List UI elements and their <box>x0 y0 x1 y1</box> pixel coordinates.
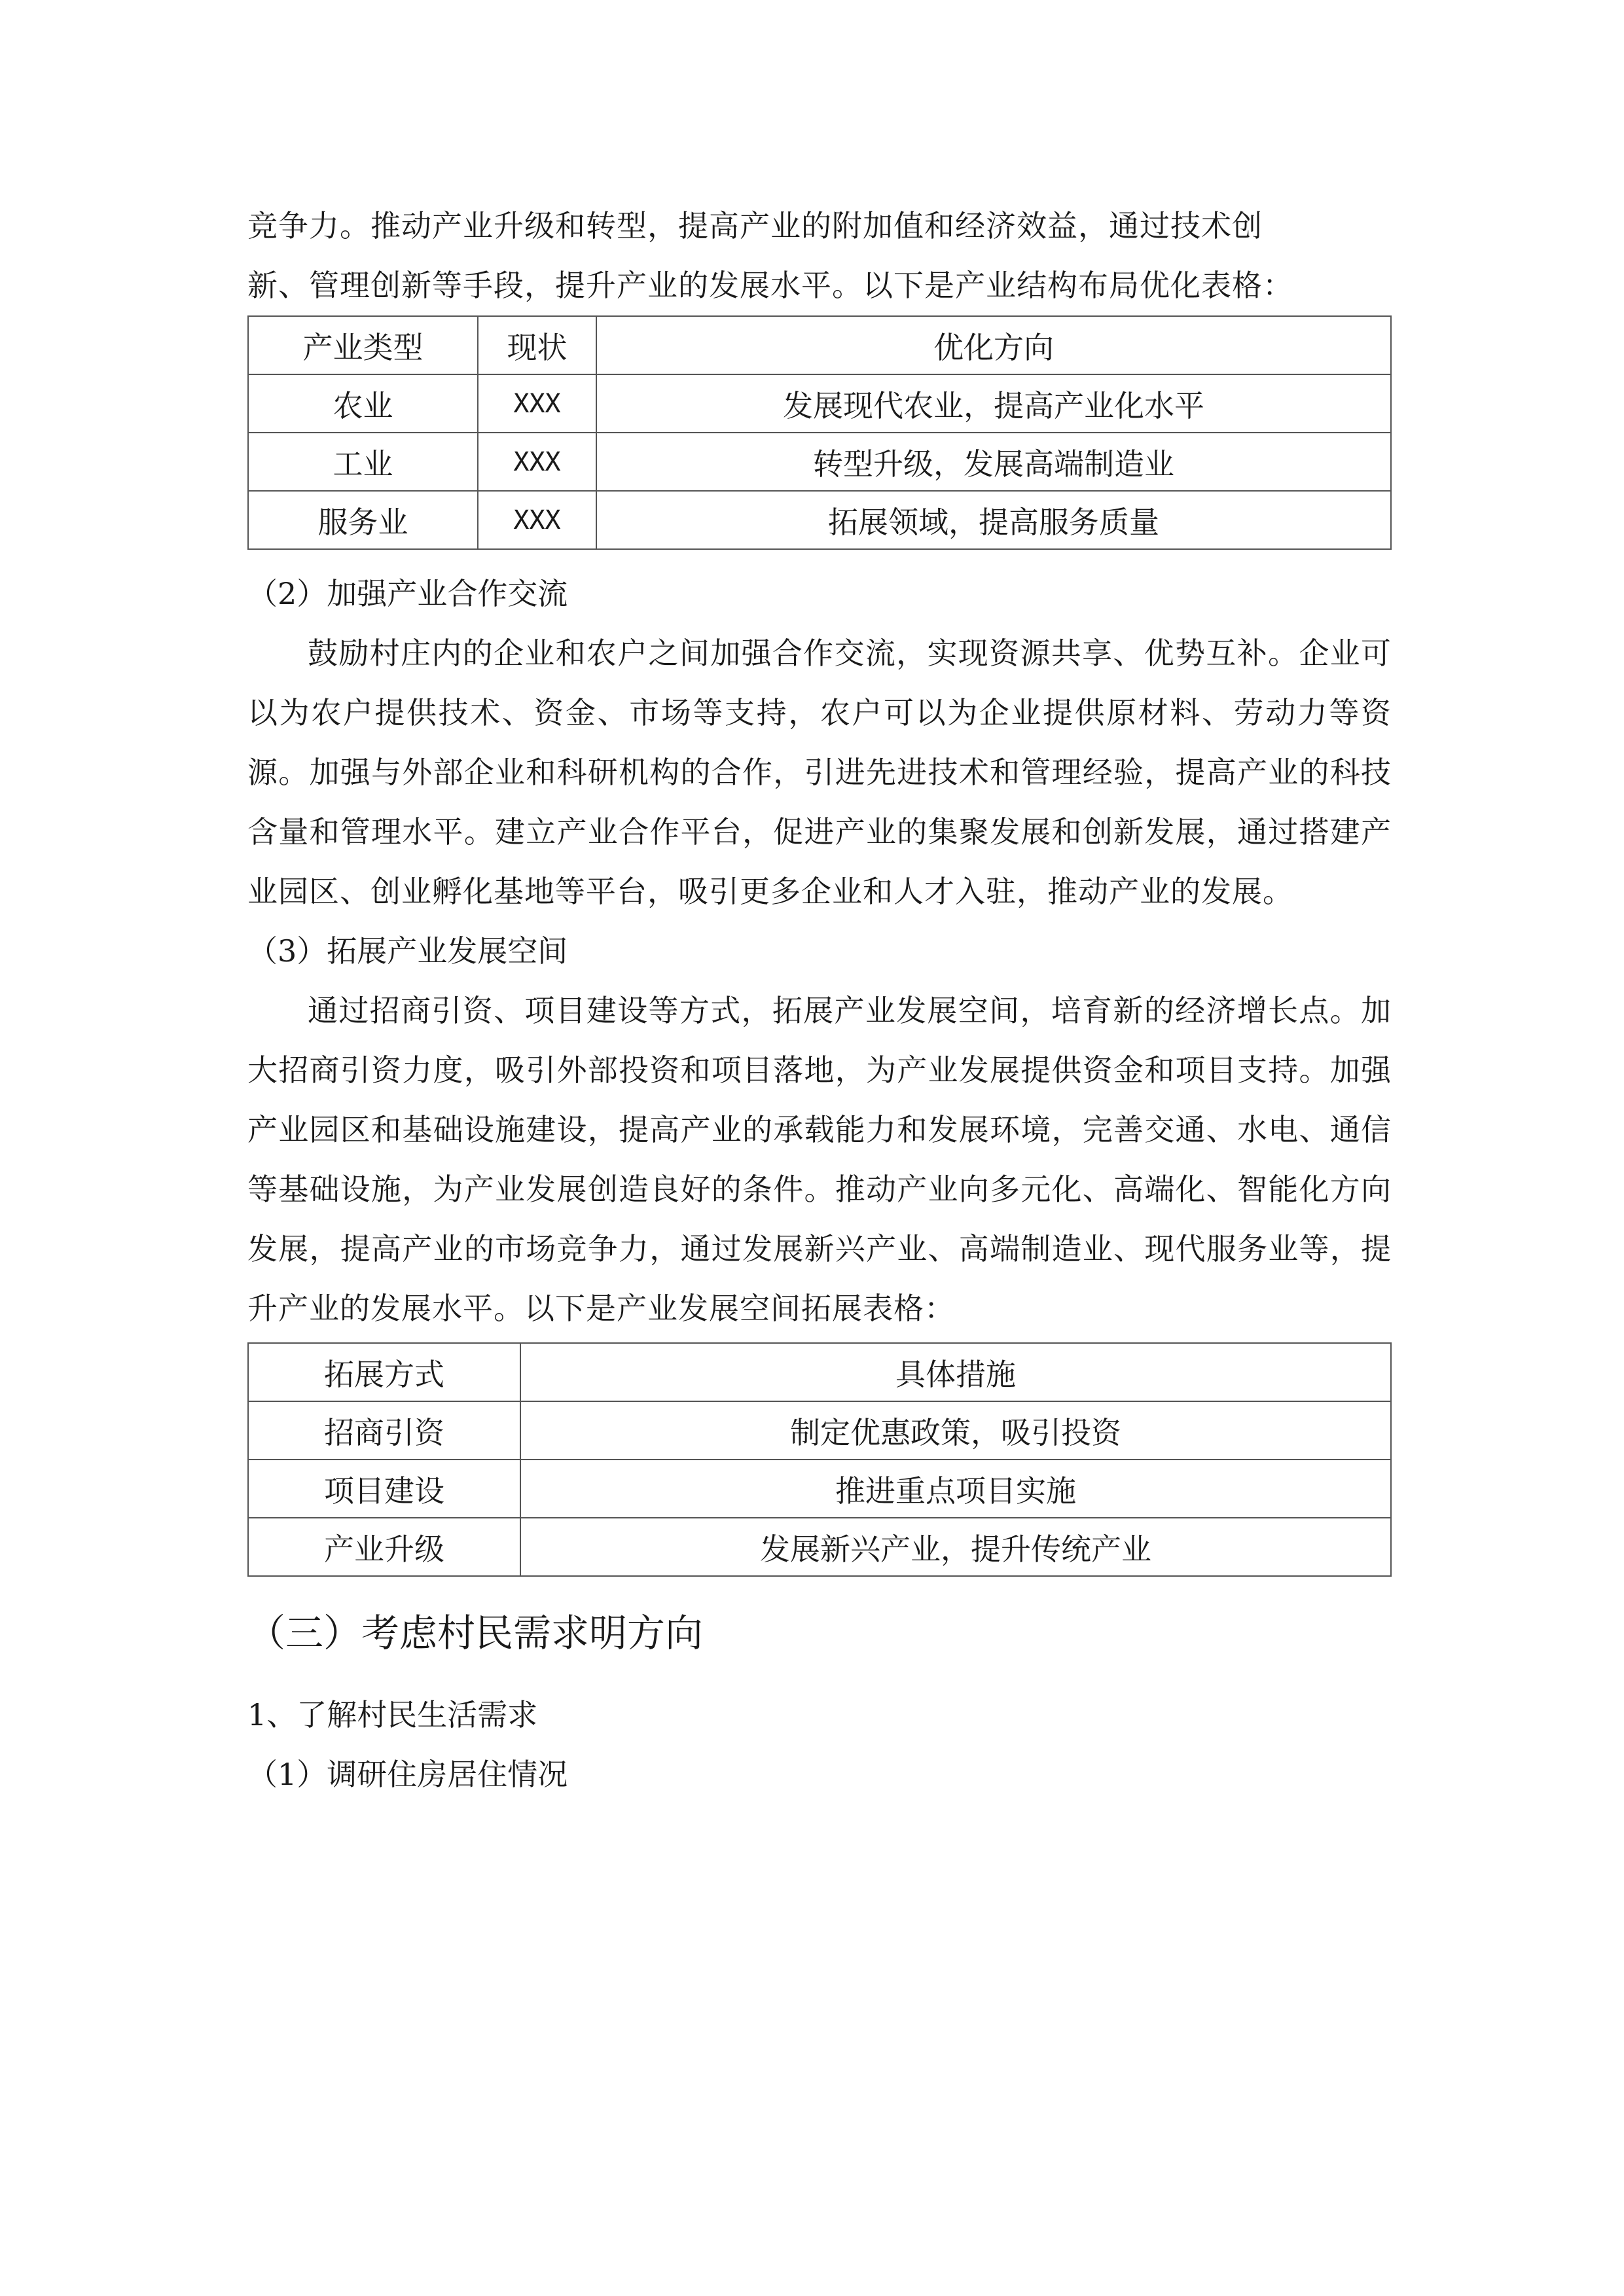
document-page <box>247 196 1392 1804</box>
intro-line-1: 竞争力。推动产业升级和转型，提高产业的附加值和经济效益，通过技术创 <box>247 208 1263 243</box>
table-cell: 招商引资 <box>248 1401 520 1460</box>
table-cell: 服务业 <box>248 491 478 549</box>
table-header-cell: 现状 <box>478 316 596 374</box>
industry-structure-table <box>247 315 1392 550</box>
table-cell: 产业升级 <box>248 1518 520 1576</box>
table-cell: 制定优惠政策，吸引投资 <box>520 1401 1391 1460</box>
section-heading-expansion: （3）拓展产业发展空间 <box>247 933 568 969</box>
subsubsection-heading: （1）调研住房居住情况 <box>247 1757 568 1792</box>
cooperation-paragraph: 鼓励村庄内的企业和农户之间加强合作交流，实现资源共享、优势互补。企业可以为农户提供技术、资金、市场等支持，农户可以为企业提供原材料、劳动力等资源。加强与外部企业和科研机构的合作，引进先进技术和管理经验，提高产业的科技含量和管理水平。建立产业合作平台，促进产业的集聚发展和创新发展，通过搭建产业园区、创业孵化基地等平台，吸引更多企业和人才入驻，推动产业的发展。 <box>247 636 1392 909</box>
intro-line-2: 新、管理创新等手段，提升产业的发展水平。以下是产业结构布局优化表格： <box>247 268 1293 303</box>
table-cell: 发展现代农业，提高产业化水平 <box>596 374 1391 433</box>
table-row <box>248 1401 1391 1460</box>
table-cell: XXX <box>478 374 596 433</box>
table-row <box>248 1460 1391 1518</box>
table-header-cell: 具体措施 <box>520 1343 1391 1401</box>
expansion-paragraph: 通过招商引资、项目建设等方式，拓展产业发展空间，培育新的经济增长点。加大招商引资力度，吸引外部投资和项目落地，为产业发展提供资金和项目支持。加强产业园区和基础设施建设，提高产业的承载能力和发展环境，完善交通、水电、通信等基础设施，为产业发展创造良好的条件。推动产业向多元化、高端化、智能化方向发展，提高产业的市场竞争力，通过发展新兴产业、高端制造业、现代服务业等，提升产业的发展水平。以下是产业发展空间拓展表格： <box>247 993 1392 1326</box>
table-cell: 转型升级，发展高端制造业 <box>596 433 1391 491</box>
table-row <box>248 1518 1391 1576</box>
table-header-cell: 产业类型 <box>248 316 478 374</box>
table-cell: 项目建设 <box>248 1460 520 1518</box>
table-cell: XXX <box>478 433 596 491</box>
chapter-heading: （三）考虑村民需求明方向 <box>247 1611 704 1655</box>
table-row <box>248 433 1391 491</box>
table-header-cell: 优化方向 <box>596 316 1391 374</box>
table-row <box>248 374 1391 433</box>
subsection-heading: 1、了解村民生活需求 <box>247 1697 538 1732</box>
table-header-row <box>248 316 1391 374</box>
section-heading-cooperation: （2）加强产业合作交流 <box>247 576 568 611</box>
table-cell: 拓展领域，提高服务质量 <box>596 491 1391 549</box>
table-row <box>248 491 1391 549</box>
table-cell: 推进重点项目实施 <box>520 1460 1391 1518</box>
table-header-row <box>248 1343 1391 1401</box>
table-cell: 农业 <box>248 374 478 433</box>
table-cell: XXX <box>478 491 596 549</box>
table-cell: 发展新兴产业，提升传统产业 <box>520 1518 1391 1576</box>
table-header-cell: 拓展方式 <box>248 1343 520 1401</box>
development-space-table <box>247 1342 1392 1577</box>
table-cell: 工业 <box>248 433 478 491</box>
